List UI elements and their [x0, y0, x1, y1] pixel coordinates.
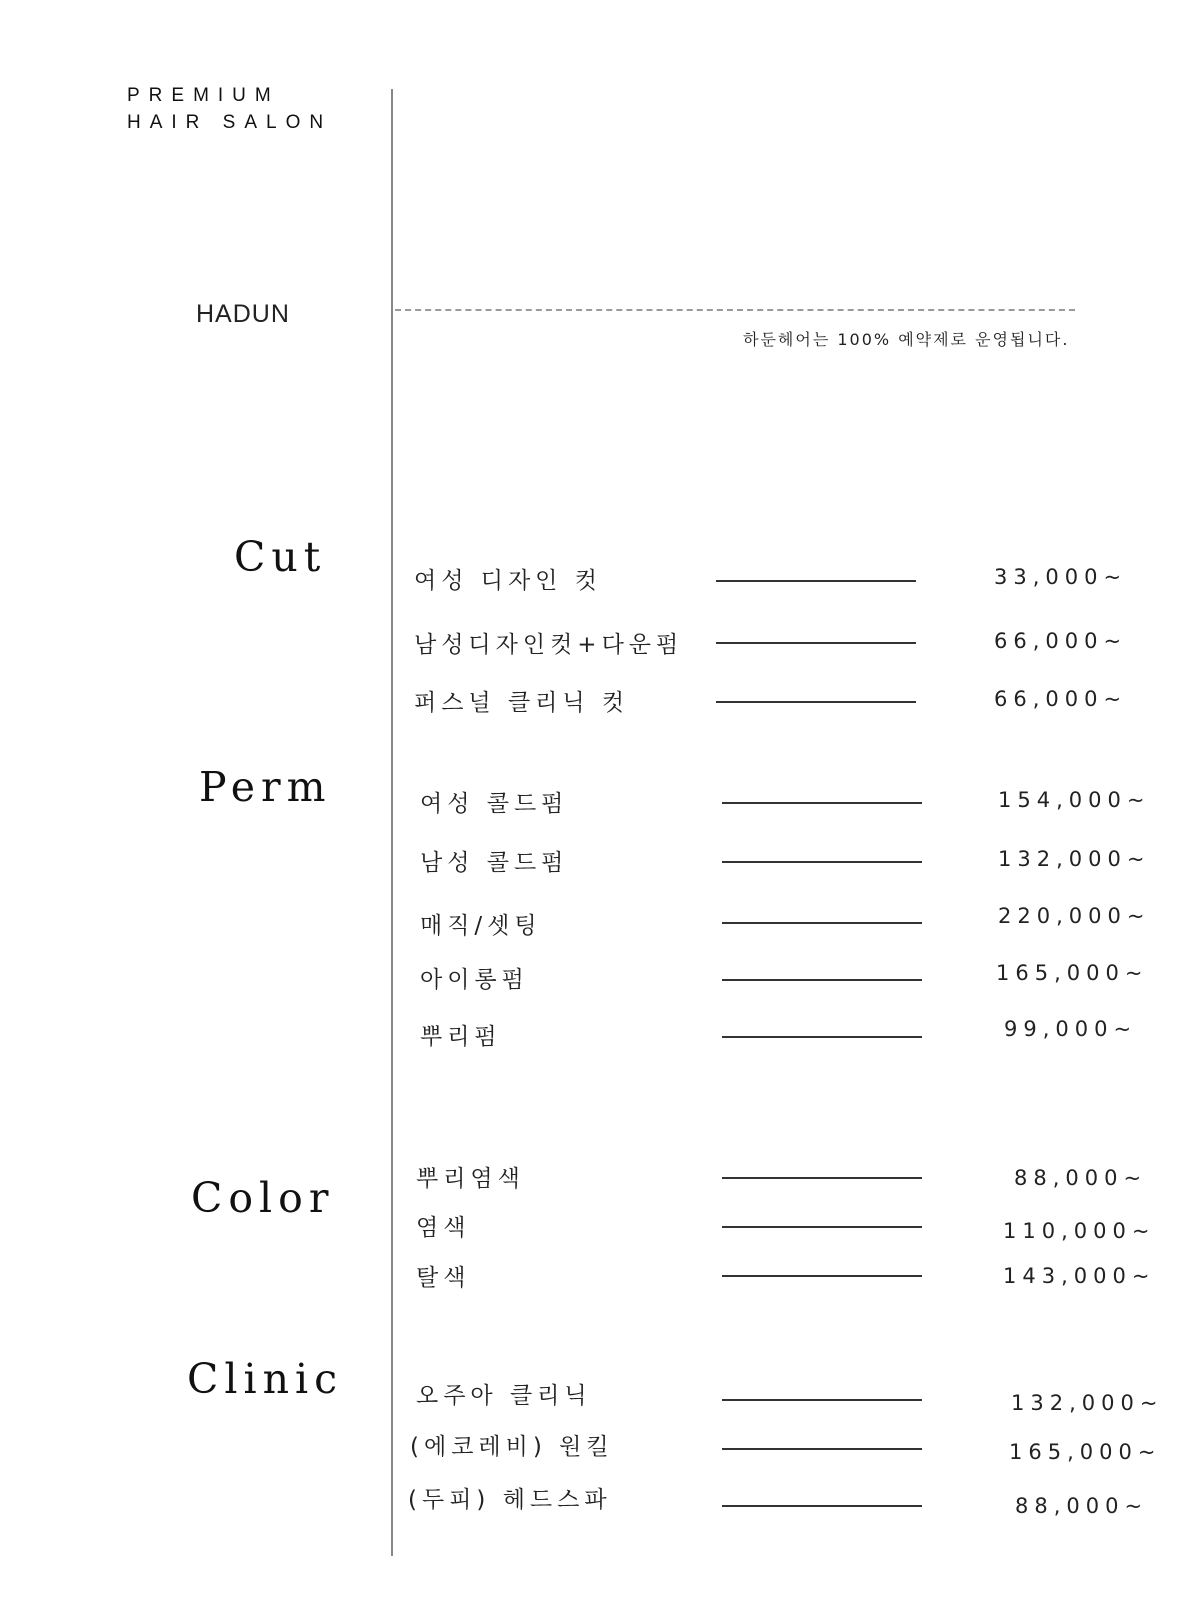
- tagline-line1: PREMIUM: [127, 85, 280, 106]
- menu-item-price: 143,000~: [1003, 1264, 1156, 1288]
- menu-item-name: 여성 디자인 컷: [414, 568, 602, 594]
- tagline: [127, 82, 332, 136]
- section-title-cut: Cut: [234, 533, 327, 581]
- menu-item-name: 남성디자인컷+다운펌: [414, 632, 684, 658]
- tagline-line2: HAIR SALON: [127, 112, 333, 133]
- menu-item-price: 88,000~: [1015, 1494, 1149, 1518]
- leader-line: [722, 802, 922, 804]
- menu-item-name: 퍼스널 클리닉 컷: [414, 690, 630, 716]
- menu-item-name: 아이롱펌: [420, 967, 529, 993]
- menu-item-name: 뿌리펌: [420, 1024, 502, 1050]
- leader-line: [722, 861, 922, 863]
- menu-item-price: 220,000~: [998, 904, 1151, 928]
- menu-item-name: 탈색: [416, 1265, 471, 1291]
- leader-line: [722, 922, 922, 924]
- menu-item-price: 154,000~: [998, 788, 1151, 812]
- menu-item-price: 33,000~: [994, 565, 1128, 589]
- menu-item-price: 165,000~: [996, 961, 1149, 985]
- menu-item-price: 66,000~: [994, 629, 1128, 653]
- menu-item-price: 132,000~: [1011, 1391, 1164, 1415]
- leader-line: [722, 1177, 922, 1179]
- leader-line: [716, 642, 916, 644]
- menu-item-price: 66,000~: [994, 687, 1128, 711]
- leader-line: [722, 979, 922, 981]
- leader-line: [722, 1226, 922, 1228]
- leader-line: [722, 1399, 922, 1401]
- menu-item-name: (에코레비) 원킬: [410, 1434, 614, 1460]
- reservation-notice: 하둔헤어는 100% 예약제로 운영됩니다.: [743, 330, 1070, 349]
- menu-item-name: 여성 콜드펌: [420, 791, 569, 817]
- leader-line: [716, 701, 916, 703]
- menu-item-name: 매직/셋팅: [420, 913, 542, 939]
- dashed-divider: [395, 309, 1075, 311]
- section-title-clinic: Clinic: [187, 1355, 344, 1403]
- menu-item-price: 132,000~: [998, 847, 1151, 871]
- section-title-color: Color: [191, 1174, 335, 1222]
- menu-item-price: 165,000~: [1009, 1440, 1162, 1464]
- leader-line: [722, 1036, 922, 1038]
- menu-item-price: 99,000~: [1004, 1017, 1138, 1041]
- leader-line: [722, 1448, 922, 1450]
- menu-item-name: 남성 콜드펌: [420, 850, 569, 876]
- leader-line: [722, 1275, 922, 1277]
- menu-item-price: 88,000~: [1014, 1166, 1148, 1190]
- leader-line: [716, 580, 916, 582]
- menu-item-name: 염색: [416, 1215, 471, 1241]
- vertical-divider: [391, 89, 393, 1556]
- salon-logo: HADUN: [196, 300, 290, 328]
- menu-item-name: 오주아 클리닉: [416, 1383, 592, 1409]
- menu-item-name: 뿌리염색: [416, 1166, 525, 1192]
- menu-item-name: (두피) 헤드스파: [408, 1487, 612, 1513]
- leader-line: [722, 1505, 922, 1507]
- menu-item-price: 110,000~: [1003, 1219, 1156, 1243]
- section-title-perm: Perm: [199, 763, 332, 811]
